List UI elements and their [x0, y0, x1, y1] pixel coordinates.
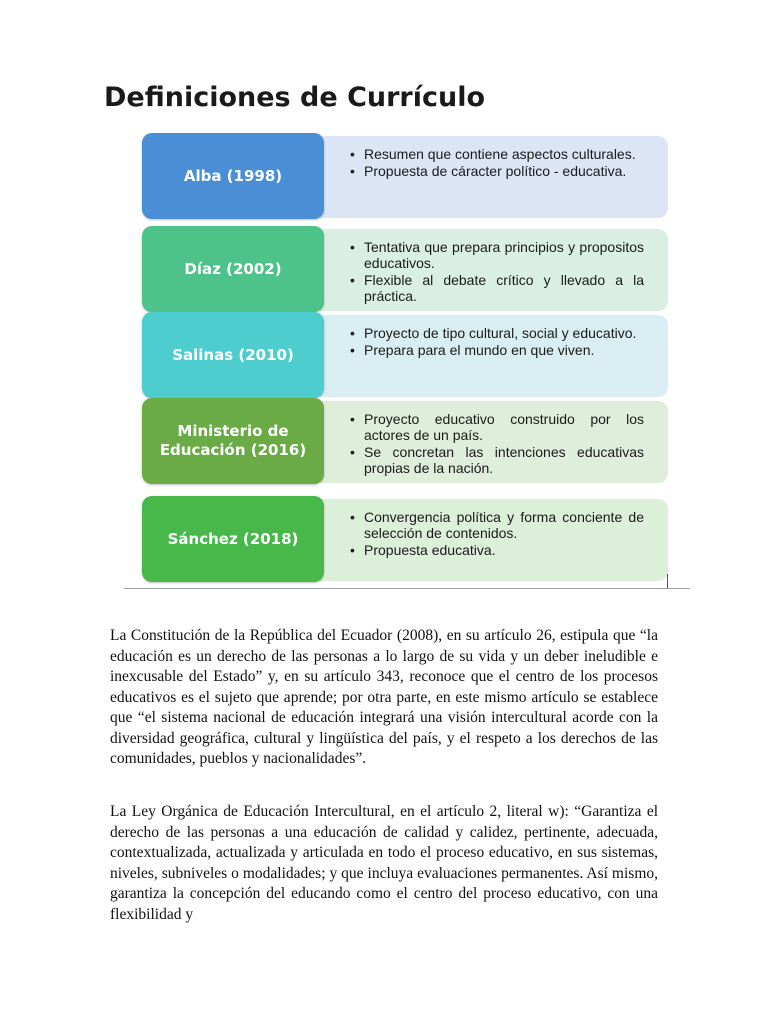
author-label: Salinas (2010)	[142, 312, 324, 398]
bullet-item: • Tentativa que prepara principios y propositos educativos.	[350, 239, 644, 271]
definition-description	[320, 315, 668, 397]
bullet-item: • Propuesta de cáracter político - educativa.	[350, 163, 644, 179]
bullet-item: • Prepara para el mundo en que viven.	[350, 342, 644, 358]
body-paragraph: La Constitución de la República del Ecuador (2008), en su artículo 26, estipula que “la educación es un derecho de las personas a lo largo de su vida y un deber ineludible e inexcusable del Estado” y, en su artículo 343, reconoce que el centro de los procesos educativos es el sujeto que aprende; por otra parte, en este mismo artículo se establece que “el sistema nacional de educación integrará una visión intercultural acorde con la diversidad geográfica, cultural y lingüística del país, y el respeto a los derechos de las comunidades, pueblos y nacionalidades”.	[110, 627, 658, 767]
image-bottom-rule	[124, 588, 690, 589]
bullet-item: • Resumen que contiene aspectos culturales.	[350, 146, 644, 162]
bullet-item: • Convergencia política y forma conciente de selección de contenidos.	[350, 509, 644, 541]
definition-row-diaz	[124, 226, 690, 312]
definition-row-ministerio	[124, 398, 690, 484]
definition-description	[320, 401, 668, 483]
bullet-item: • Proyecto de tipo cultural, social y educativo.	[350, 325, 644, 341]
definition-row-salinas	[124, 312, 690, 398]
page-title: Definiciones de Currículo	[104, 82, 486, 113]
bullet-item: • Proyecto educativo construido por los actores de un país.	[350, 411, 644, 443]
definition-description	[320, 499, 668, 581]
curriculum-definitions-diagram	[124, 130, 690, 592]
author-label: Ministerio de Educación (2016)	[142, 398, 324, 484]
author-label: Díaz (2002)	[142, 226, 324, 312]
bullet-item: • Flexible al debate crítico y llevado a la práctica.	[350, 272, 644, 304]
definition-description	[320, 136, 668, 218]
definition-description	[320, 229, 668, 311]
definition-row-alba	[124, 133, 690, 219]
definition-row-sanchez	[124, 496, 690, 582]
cursor-mark	[667, 574, 668, 588]
author-label: Alba (1998)	[142, 133, 324, 219]
bullet-item: • Se concretan las intenciones educativas propias de la nación.	[350, 444, 644, 476]
bullet-item: • Propuesta educativa.	[350, 542, 644, 558]
body-paragraph: La Ley Orgánica de Educación Intercultural, en el artículo 2, literal w): “Garantiza el derecho de las personas a una educación de calidad y calidez, pertinente, adecuada, contextualizada, actualizada y articulada en todo el proceso educativo, en sus sistemas, niveles, subniveles o modalidades; y que incluya evaluaciones permanentes. Así mismo, garantiza la concepción del educando como el centro del proceso educativo, con una flexibilidad y	[110, 803, 658, 923]
author-label: Sánchez (2018)	[142, 496, 324, 582]
